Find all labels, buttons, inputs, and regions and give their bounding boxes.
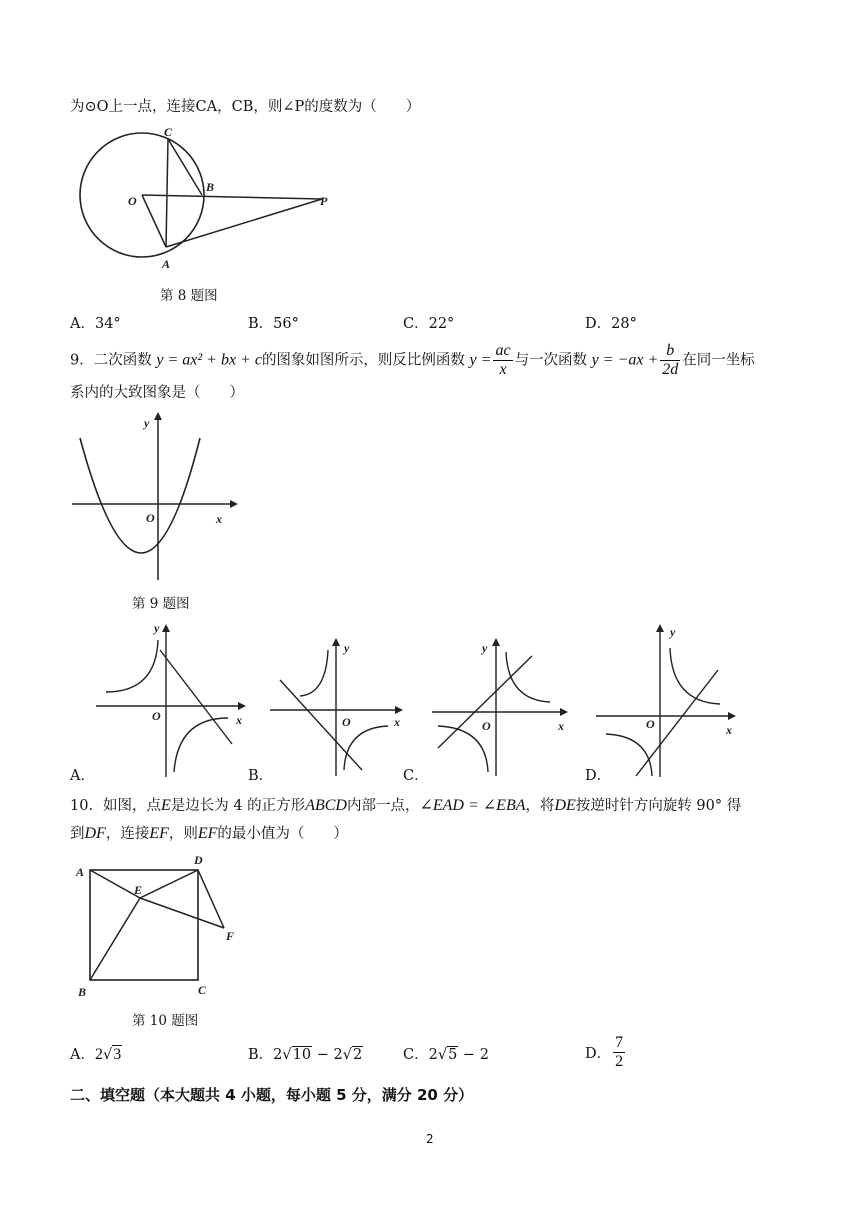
q10-option-b: B．2√10 − 2√2 bbox=[248, 1047, 363, 1063]
svg-text:O: O bbox=[482, 719, 491, 733]
svg-text:O: O bbox=[646, 717, 655, 731]
q8-label-c: C bbox=[164, 125, 173, 139]
q9-option-c-graph bbox=[432, 636, 572, 776]
q10-option-c: C．2√5 − 2 bbox=[403, 1047, 489, 1063]
q8-figure bbox=[70, 125, 350, 275]
q8-stem: 为⊙O上一点，连接CA，CB，则∠P的度数为（ ） bbox=[70, 99, 421, 115]
svg-text:y: y bbox=[670, 625, 676, 639]
q9-stem-line2: 系内的大致图象是（ ） bbox=[70, 385, 244, 401]
q9-figure bbox=[70, 410, 240, 585]
q10-caption: 第 10 题图 bbox=[132, 1013, 199, 1029]
q10-label-e: E bbox=[134, 883, 143, 897]
q10-figure bbox=[74, 850, 244, 1000]
q8-option-b: B．56° bbox=[248, 316, 299, 332]
q10-label-d: D bbox=[194, 853, 203, 867]
q10-label-c: C bbox=[198, 983, 207, 997]
q10-stem-line1: 10．如图，点E是边长为 4 的正方形ABCD内部一点，∠EAD = ∠EBA，将DE按逆时针方向旋转 90° 得 bbox=[70, 797, 742, 814]
q9-option-d-graph bbox=[596, 622, 741, 777]
q10-label-a: A bbox=[76, 865, 85, 879]
q9-label-y: y bbox=[144, 416, 150, 430]
q9-option-b-graph bbox=[270, 636, 405, 776]
svg-text:x: x bbox=[726, 723, 732, 737]
q9-option-b: B． bbox=[248, 768, 274, 784]
q9-label-x: x bbox=[216, 512, 222, 526]
q8-label-b: B bbox=[206, 180, 215, 194]
q8-option-c: C．22° bbox=[403, 316, 455, 332]
q8-option-a: A．34° bbox=[70, 316, 121, 332]
q8-label-p: P bbox=[320, 194, 328, 208]
svg-text:O: O bbox=[152, 709, 161, 723]
svg-text:x: x bbox=[558, 719, 564, 733]
q10-label-f: F bbox=[226, 929, 235, 943]
q10-label-b: B bbox=[78, 985, 87, 999]
q8-caption: 第 8 题图 bbox=[160, 288, 218, 304]
q9-stem: 9．二次函数 y = ax² + bx + c的图象如图所示，则反比例函数 y = $\frac{ac}{x}$ 与一次函数 y = −ax + $\frac{b}{2d}$ 在同一坐标 bbox=[70, 342, 755, 378]
q10-stem-line2: 到DF，连接EF，则EF的最小值为（ ） bbox=[70, 825, 348, 842]
q9-option-d: D． bbox=[585, 768, 612, 784]
q8-option-d: D．28° bbox=[585, 316, 637, 332]
q8-label-o: O bbox=[128, 194, 137, 208]
q9-label-o: O bbox=[146, 511, 155, 525]
q8-label-a: A bbox=[162, 257, 171, 271]
q10-option-d: D． $\frac{7}{2}$ bbox=[585, 1034, 624, 1070]
svg-text:O: O bbox=[342, 715, 351, 729]
q9-option-a-graph bbox=[96, 622, 246, 777]
svg-text:y: y bbox=[154, 621, 160, 635]
svg-text:y: y bbox=[344, 641, 350, 655]
q9-caption: 第 9 题图 bbox=[132, 596, 190, 612]
q9-option-a: A． bbox=[70, 768, 95, 784]
svg-text:x: x bbox=[236, 713, 242, 727]
section-2-heading: 二、填空题（本大题共 4 小题，每小题 5 分，满分 20 分） bbox=[70, 1086, 474, 1104]
page-number: 2 bbox=[426, 1132, 434, 1146]
q9-option-c: C． bbox=[403, 768, 429, 784]
svg-text:x: x bbox=[394, 715, 400, 729]
svg-text:y: y bbox=[482, 641, 488, 655]
q10-option-a: A．2√3 bbox=[70, 1046, 122, 1063]
